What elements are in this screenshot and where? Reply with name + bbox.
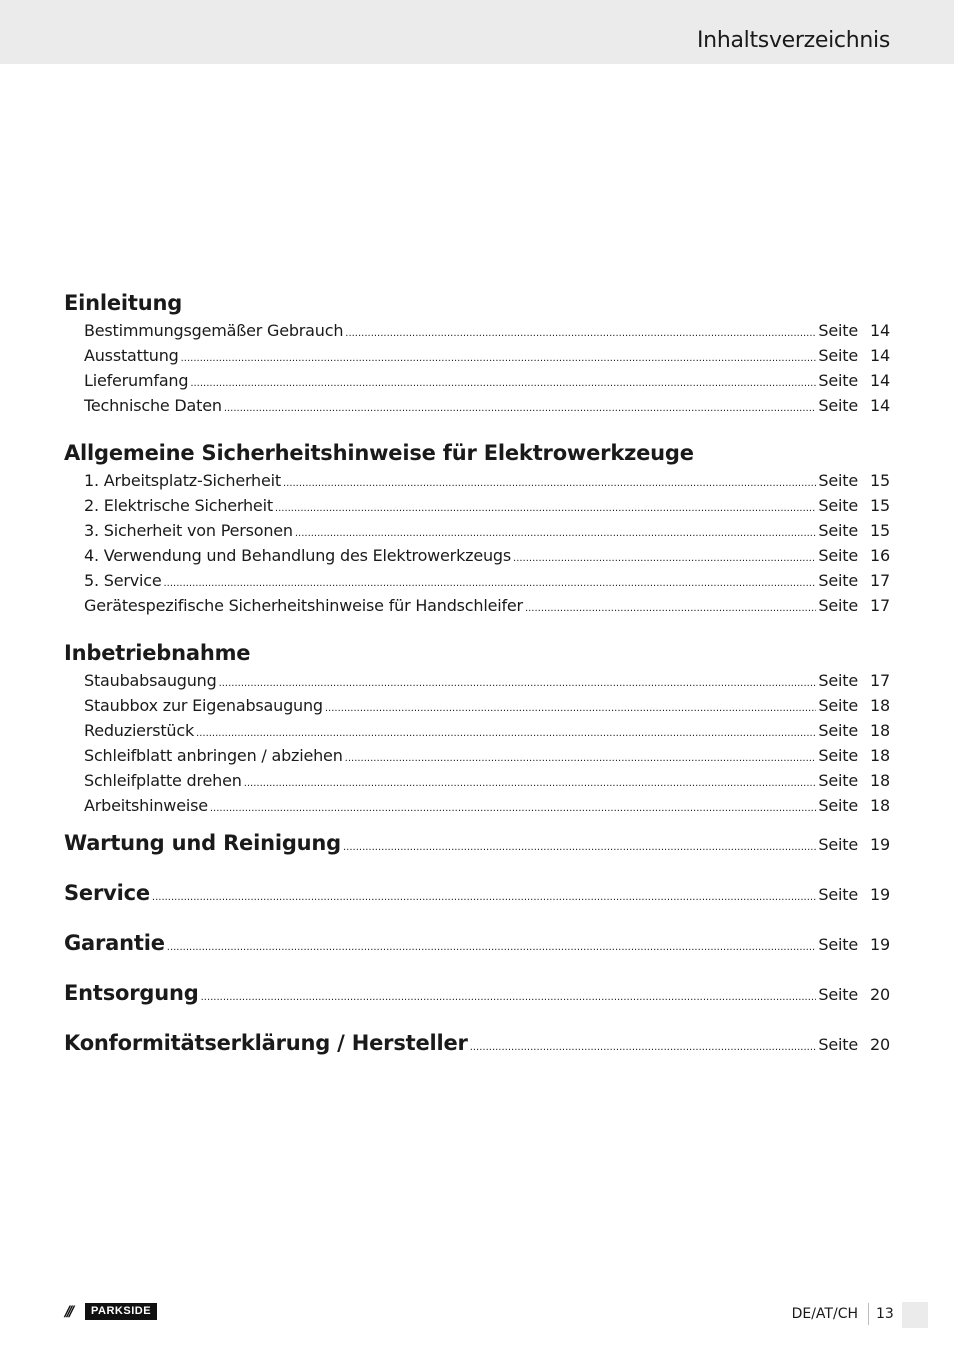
toc-entry-label: Reduzierstück	[84, 721, 195, 740]
toc-entry-page: 20	[870, 985, 890, 1004]
toc-entry-label: Ausstattung	[84, 346, 179, 365]
toc-entry-seite: Seite	[818, 835, 858, 854]
toc-entry-page: 14	[870, 321, 890, 340]
toc-entry-page: 15	[870, 521, 890, 540]
dot-leader	[181, 346, 817, 371]
toc-entry-label: Schleifblatt anbringen / abziehen	[84, 746, 343, 765]
dot-leader	[167, 923, 817, 973]
toc-entry-seite: Seite	[818, 396, 858, 415]
dot-leader	[283, 471, 816, 496]
section-heading-einleitung: Einleitung	[64, 291, 183, 315]
toc-entry[interactable]	[64, 693, 890, 718]
dot-leader	[244, 771, 817, 796]
toc-entry-seite: Seite	[818, 721, 858, 740]
toc-entry-seite: Seite	[818, 1035, 858, 1054]
section-gap	[64, 418, 890, 438]
toc-entry-label: Schleifplatte drehen	[84, 771, 242, 790]
toc-entry-label: Staubabsaugung	[84, 671, 217, 690]
toc-entry-page: 19	[870, 935, 890, 954]
toc-entry-seite: Seite	[818, 935, 858, 954]
toc-entry-label: Lieferumfang	[84, 371, 189, 390]
toc-entry[interactable]	[64, 518, 890, 543]
toc-entry[interactable]	[64, 543, 890, 568]
logo-slashes-icon: ///	[65, 1303, 72, 1320]
toc-entry-seite: Seite	[818, 521, 858, 540]
page-title: Inhaltsverzeichnis	[696, 28, 890, 53]
toc-main-entry-konformitaet[interactable]	[64, 1018, 890, 1068]
toc-main-entry-garantie[interactable]	[64, 918, 890, 968]
dot-leader	[470, 1023, 817, 1073]
toc-main-entry-label: Entsorgung	[64, 981, 199, 1005]
toc-entry[interactable]	[64, 493, 890, 518]
toc-entry-page: 15	[870, 471, 890, 490]
toc-entry-label: Staubbox zur Eigenabsaugung	[84, 696, 323, 715]
toc-main-entry-label: Wartung und Reinigung	[64, 831, 341, 855]
toc-entry-seite: Seite	[818, 796, 858, 815]
footer-divider	[868, 1303, 869, 1325]
toc-entry-label: Arbeitshinweise	[84, 796, 208, 815]
toc-entry-label: Gerätespezifische Sicherheitshinweise für Handschleifer	[84, 596, 523, 615]
toc-entry-label: Bestimmungsgemäßer Gebrauch	[84, 321, 344, 340]
dot-leader	[275, 496, 817, 521]
dot-leader	[513, 546, 816, 571]
toc-entry-page: 17	[870, 596, 890, 615]
toc-main-entry-entsorgung[interactable]	[64, 968, 890, 1018]
toc-entry-label: 2. Elektrische Sicherheit	[84, 496, 273, 515]
header-bar	[0, 0, 954, 64]
toc-entry-seite: Seite	[818, 771, 858, 790]
toc-entry-seite: Seite	[818, 346, 858, 365]
toc-entry-seite: Seite	[818, 546, 858, 565]
dot-leader	[345, 321, 816, 346]
toc-entry-label: 3. Sicherheit von Personen	[84, 521, 293, 540]
toc-entry-page: 18	[870, 746, 890, 765]
toc-entry-seite: Seite	[818, 596, 858, 615]
toc-entry-seite: Seite	[818, 496, 858, 515]
toc-entry-seite: Seite	[818, 321, 858, 340]
toc-entry-seite: Seite	[818, 746, 858, 765]
toc-entry-seite: Seite	[818, 985, 858, 1004]
toc-entry[interactable]	[64, 368, 890, 393]
footer-page-number: 13	[876, 1306, 894, 1322]
toc-entry[interactable]	[64, 343, 890, 368]
toc-main-entry-wartung[interactable]	[64, 818, 890, 868]
toc-entry[interactable]	[64, 743, 890, 768]
toc-entry[interactable]	[64, 468, 890, 493]
toc-entry-page: 14	[870, 396, 890, 415]
toc-entry-seite: Seite	[818, 696, 858, 715]
toc-entry[interactable]	[64, 768, 890, 793]
toc-entry-page: 18	[870, 721, 890, 740]
toc-entry-label: Technische Daten	[84, 396, 222, 415]
dot-leader	[325, 696, 817, 721]
footer-region: DE/AT/CH	[791, 1306, 858, 1322]
toc-entry-seite: Seite	[818, 885, 858, 904]
toc-entry-page: 18	[870, 771, 890, 790]
parkside-logo	[65, 1303, 177, 1320]
footer-tab-box	[902, 1302, 928, 1328]
toc-entry-label: 4. Verwendung und Behandlung des Elektrowerkzeugs	[84, 546, 512, 565]
toc-entry-page: 14	[870, 346, 890, 365]
toc-entry-page: 17	[870, 571, 890, 590]
dot-leader	[190, 371, 816, 396]
toc-entry-page: 14	[870, 371, 890, 390]
dot-leader	[345, 746, 817, 771]
toc-entry[interactable]	[64, 793, 890, 818]
toc-entry[interactable]	[64, 593, 890, 618]
toc-entry[interactable]	[64, 393, 890, 418]
dot-leader	[201, 973, 817, 1023]
toc-main-entry-service[interactable]	[64, 868, 890, 918]
dot-leader	[152, 873, 817, 923]
toc-entry-seite: Seite	[818, 571, 858, 590]
dot-leader	[224, 396, 817, 421]
toc-entry-page: 17	[870, 671, 890, 690]
toc-entry-label: 1. Arbeitsplatz-Sicherheit	[84, 471, 281, 490]
toc-entry-seite: Seite	[818, 371, 858, 390]
toc-entry-seite: Seite	[818, 671, 858, 690]
toc-main-entry-label: Garantie	[64, 931, 165, 955]
toc-entry-page: 20	[870, 1035, 890, 1054]
dot-leader	[343, 823, 816, 873]
toc-main-entry-label: Service	[64, 881, 150, 905]
toc-entry-page: 19	[870, 835, 890, 854]
section-heading-sicherheitshinweise: Allgemeine Sicherheitshinweise für Elektrowerkzeuge	[64, 441, 694, 465]
logo-wordmark: PARKSIDE	[85, 1303, 157, 1320]
toc-entry-seite: Seite	[818, 471, 858, 490]
toc-entry-page: 18	[870, 796, 890, 815]
toc-entry-page: 18	[870, 696, 890, 715]
section-heading-inbetriebnahme: Inbetriebnahme	[64, 641, 251, 665]
toc-entry[interactable]	[64, 568, 890, 593]
toc-entry[interactable]	[64, 668, 890, 693]
toc-entry-page: 16	[870, 546, 890, 565]
dot-leader	[525, 596, 816, 621]
section-gap	[64, 618, 890, 638]
table-of-contents	[64, 288, 890, 1068]
toc-entry[interactable]	[64, 718, 890, 743]
toc-entry[interactable]	[64, 318, 890, 343]
toc-main-entry-label: Konformitätserklärung / Hersteller	[64, 1031, 468, 1055]
toc-entry-page: 15	[870, 496, 890, 515]
toc-entry-label: 5. Service	[84, 571, 162, 590]
toc-entry-page: 19	[870, 885, 890, 904]
